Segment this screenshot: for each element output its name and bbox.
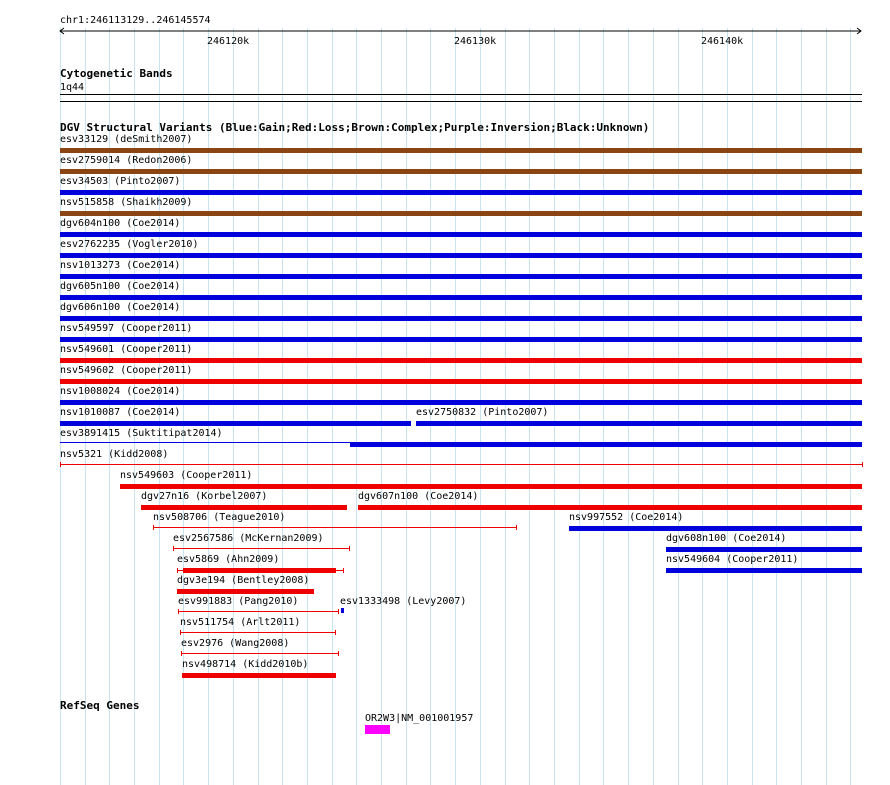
grid-line [332, 28, 333, 785]
grid-line [850, 28, 851, 785]
sv-feature-bar[interactable] [60, 316, 862, 321]
sv-feature-label[interactable]: esv2750832 (Pinto2007) [416, 407, 549, 418]
ruler-tick-label-1: 246120k [207, 36, 250, 47]
sv-feature-label[interactable]: nsv508706 (Teague2010) [153, 512, 286, 523]
sv-feature-label[interactable]: nsv1010087 (Coe2014) [60, 407, 181, 418]
gene-feature[interactable] [365, 725, 390, 734]
location-label: chr1:246113129..246145574 [60, 15, 211, 26]
sv-feature-end-tick [173, 546, 174, 551]
refseq-track-title: RefSeq Genes [60, 699, 140, 712]
sv-feature-end-tick [178, 609, 179, 614]
cytoband-label: 1q44 [60, 82, 85, 93]
sv-feature-label[interactable]: esv2759014 (Redon2006) [60, 155, 193, 166]
grid-line [258, 28, 259, 785]
sv-feature-line[interactable] [178, 611, 338, 612]
sv-feature-bar[interactable] [60, 379, 862, 384]
sv-feature-label[interactable]: esv2567586 (McKernan2009) [173, 533, 324, 544]
sv-feature-bar[interactable] [416, 421, 862, 426]
grid-line [282, 28, 283, 785]
grid-line [628, 28, 629, 785]
sv-feature-bar[interactable] [60, 169, 862, 174]
sv-feature-bar[interactable] [60, 274, 862, 279]
cytoband-bottom-border [60, 101, 862, 102]
grid-line [752, 28, 753, 785]
sv-feature-bar[interactable] [350, 442, 862, 447]
sv-feature-bar[interactable] [569, 526, 862, 531]
sv-feature-end-tick [180, 630, 181, 635]
sv-feature-end-tick [862, 462, 863, 467]
sv-track-title: DGV Structural Variants (Blue:Gain;Red:Loss;Brown:Complex;Purple:Inversion;Black:Unknown) [60, 121, 650, 134]
sv-feature-label[interactable]: dgv608n100 (Coe2014) [666, 533, 787, 544]
sv-feature-label[interactable]: nsv549597 (Cooper2011) [60, 323, 193, 334]
sv-feature-bar[interactable] [60, 337, 862, 342]
sv-feature-bar[interactable] [60, 295, 862, 300]
cytoband-top-border [60, 94, 862, 95]
sv-feature-end-tick [181, 651, 182, 656]
sv-feature-line[interactable] [60, 464, 862, 465]
sv-feature-bar[interactable] [141, 505, 347, 510]
sv-feature-label[interactable]: esv3891415 (Suktitipat2014) [60, 428, 223, 439]
sv-feature-label[interactable]: esv34503 (Pinto2007) [60, 176, 181, 187]
sv-feature-end-tick [338, 609, 339, 614]
sv-feature-label[interactable]: nsv498714 (Kidd2010b) [182, 659, 309, 670]
sv-feature-bar[interactable] [666, 547, 862, 552]
sv-feature-label[interactable]: nsv997552 (Coe2014) [569, 512, 684, 523]
grid-line [381, 28, 382, 785]
sv-feature-label[interactable]: nsv549604 (Cooper2011) [666, 554, 799, 565]
sv-feature-end-tick [60, 462, 61, 467]
sv-feature-bar[interactable] [60, 211, 862, 216]
grid-line [406, 28, 407, 785]
sv-feature-label[interactable]: esv2762235 (Vogler2010) [60, 239, 199, 250]
sv-feature-bar[interactable] [60, 253, 862, 258]
sv-feature-label[interactable]: esv991883 (Pang2010) [178, 596, 299, 607]
sv-feature-label[interactable]: nsv1013273 (Coe2014) [60, 260, 181, 271]
sv-feature-label[interactable]: esv2976 (Wang2008) [181, 638, 290, 649]
sv-feature-label[interactable]: nsv549602 (Cooper2011) [60, 365, 193, 376]
sv-feature-bar[interactable] [183, 568, 336, 573]
sv-feature-bar[interactable] [60, 400, 862, 405]
sv-feature-bar[interactable] [341, 608, 344, 613]
sv-feature-line[interactable] [173, 548, 349, 549]
grid-line [233, 28, 234, 785]
grid-line [727, 28, 728, 785]
grid-line [801, 28, 802, 785]
sv-feature-label[interactable]: nsv511754 (Arlt2011) [180, 617, 301, 628]
sv-feature-label[interactable]: dgv3e194 (Bentley2008) [177, 575, 310, 586]
grid-line [603, 28, 604, 785]
grid-line [554, 28, 555, 785]
sv-feature-label[interactable]: esv33129 (deSmith2007) [60, 134, 193, 145]
sv-feature-label[interactable]: esv5869 (Ahn2009) [177, 554, 280, 565]
sv-feature-end-tick [153, 525, 154, 530]
sv-feature-label[interactable]: nsv5321 (Kidd2008) [60, 449, 169, 460]
cytoband-track-title: Cytogenetic Bands [60, 67, 173, 80]
grid-line [653, 28, 654, 785]
sv-feature-end-tick [343, 568, 344, 573]
sv-feature-label[interactable]: dgv27n16 (Korbel2007) [141, 491, 268, 502]
grid-line [776, 28, 777, 785]
sv-feature-end-tick [177, 568, 178, 573]
sv-feature-bar[interactable] [666, 568, 862, 573]
sv-feature-label[interactable]: nsv549601 (Cooper2011) [60, 344, 193, 355]
sv-feature-label[interactable]: esv1333498 (Levy2007) [340, 596, 467, 607]
ruler-tick-label-3: 246140k [701, 36, 744, 47]
sv-feature-bar[interactable] [60, 148, 862, 153]
grid-line [208, 28, 209, 785]
sv-feature-bar[interactable] [177, 589, 314, 594]
sv-feature-label[interactable]: dgv606n100 (Coe2014) [60, 302, 181, 313]
grid-line [826, 28, 827, 785]
sv-feature-label[interactable]: nsv549603 (Cooper2011) [120, 470, 253, 481]
sv-feature-bar[interactable] [60, 232, 862, 237]
sv-feature-label[interactable]: dgv604n100 (Coe2014) [60, 218, 181, 229]
sv-feature-line[interactable] [181, 653, 338, 654]
grid-line [356, 28, 357, 785]
sv-feature-end-tick [349, 546, 350, 551]
sv-feature-label[interactable]: nsv1008024 (Coe2014) [60, 386, 181, 397]
sv-feature-end-tick [338, 651, 339, 656]
sv-feature-bar[interactable] [60, 421, 411, 426]
sv-feature-bar[interactable] [60, 358, 862, 363]
sv-feature-bar[interactable] [60, 190, 862, 195]
grid-line [702, 28, 703, 785]
sv-feature-label[interactable]: dgv605n100 (Coe2014) [60, 281, 181, 292]
grid-line [678, 28, 679, 785]
sv-feature-line[interactable] [180, 632, 335, 633]
gene-label[interactable]: OR2W3|NM_001001957 [365, 713, 474, 724]
sv-feature-bar[interactable] [358, 505, 862, 510]
sv-feature-bar[interactable] [120, 484, 862, 489]
sv-feature-line[interactable] [153, 527, 516, 528]
sv-feature-connector [60, 442, 350, 443]
sv-feature-label[interactable]: nsv515858 (Shaikh2009) [60, 197, 193, 208]
grid-line [579, 28, 580, 785]
ruler-axis [0, 0, 890, 50]
grid-line [307, 28, 308, 785]
ruler-tick-label-2: 246130k [454, 36, 497, 47]
sv-feature-end-tick [516, 525, 517, 530]
sv-feature-label[interactable]: dgv607n100 (Coe2014) [358, 491, 479, 502]
sv-feature-end-tick [335, 630, 336, 635]
sv-feature-bar[interactable] [182, 673, 336, 678]
